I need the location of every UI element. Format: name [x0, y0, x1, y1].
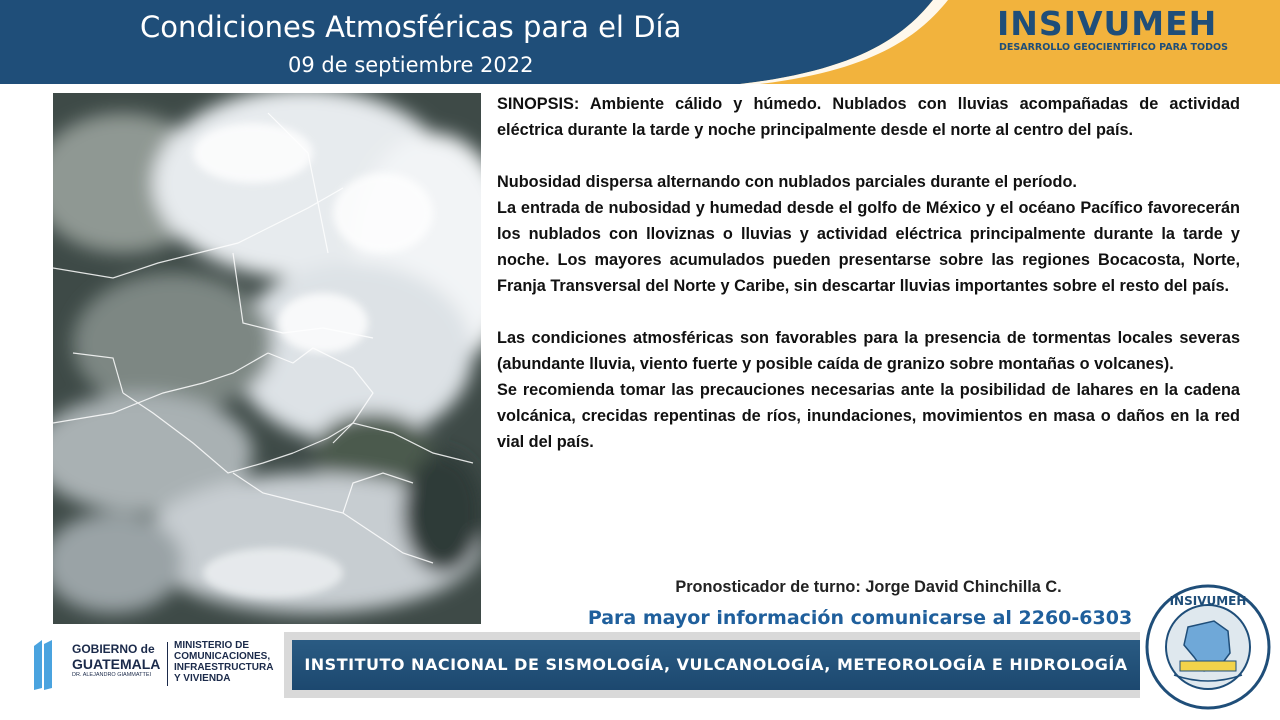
government-logo: [28, 636, 283, 696]
insivumeh-logo: INSIVUMEH: [997, 4, 1218, 43]
page-title: Condiciones Atmosféricas para el Día: [140, 10, 682, 44]
storms-paragraph: Las condiciones atmosféricas son favorables para la presencia de tormentas locales severas (abundante lluvia, viento fuerte y posible caída de granizo sobre montañas o volcanes).: [497, 329, 1240, 373]
seal-title: INSIVUMEH: [1169, 594, 1247, 608]
gov-line-1: GOBIERNO de: [72, 642, 155, 656]
guatemala-flag-icon: [30, 638, 66, 692]
page-date: 09 de septiembre 2022: [288, 53, 534, 77]
cloudiness-paragraph: Nubosidad dispersa alternando con nublados parciales durante el período.: [497, 173, 1077, 191]
gov-line-2: GUATEMALA: [72, 656, 161, 672]
insivumeh-seal-icon: [1144, 583, 1272, 711]
satellite-image: [53, 93, 481, 624]
gov-line-3: DR. ALEJANDRO GIAMMATTEI: [72, 672, 152, 678]
institute-name: INSTITUTO NACIONAL DE SISMOLOGÍA, VULCANOLOGÍA, METEOROLOGÍA E HIDROLOGÍA: [304, 655, 1128, 674]
forecast-text: [497, 91, 1240, 455]
humidity-paragraph: La entrada de nubosidad y humedad desde el golfo de México y el océano Pacífico favorecerán los nublados con lloviznas o lluvias y actividad eléctrica principalmente durante la tarde y noche. Los mayores acumulados pueden presentarse sobre las regiones Bocacosta, Norte, Franja Transversal del Norte y Caribe, sin descartar lluvias importantes sobre el resto del país.: [497, 199, 1240, 295]
forecaster-line: Pronosticador de turno: Jorge David Chinchilla C.: [675, 578, 1062, 596]
contact-line: Para mayor información comunicarse al 2260-6303: [587, 607, 1133, 629]
ministry-name: MINISTERIO DE COMUNICACIONES, INFRAESTRUCTURA Y VIVIENDA: [174, 640, 274, 684]
footer-bar: [284, 632, 1140, 698]
recommendation-paragraph: Se recomienda tomar las precauciones necesarias ante la posibilidad de lahares en la cadena volcánica, crecidas repentinas de ríos, inundaciones, movimientos en masa o daños en la red vial del país.: [497, 381, 1240, 451]
insivumeh-tagline: DESARROLLO GEOCIENTÍFICO PARA TODOS: [999, 42, 1228, 53]
synopsis-paragraph: SINOPSIS: Ambiente cálido y húmedo. Nublados con lluvias acompañadas de actividad eléctrica durante la tarde y noche principalmente desde el norte al centro del país.: [497, 95, 1240, 139]
